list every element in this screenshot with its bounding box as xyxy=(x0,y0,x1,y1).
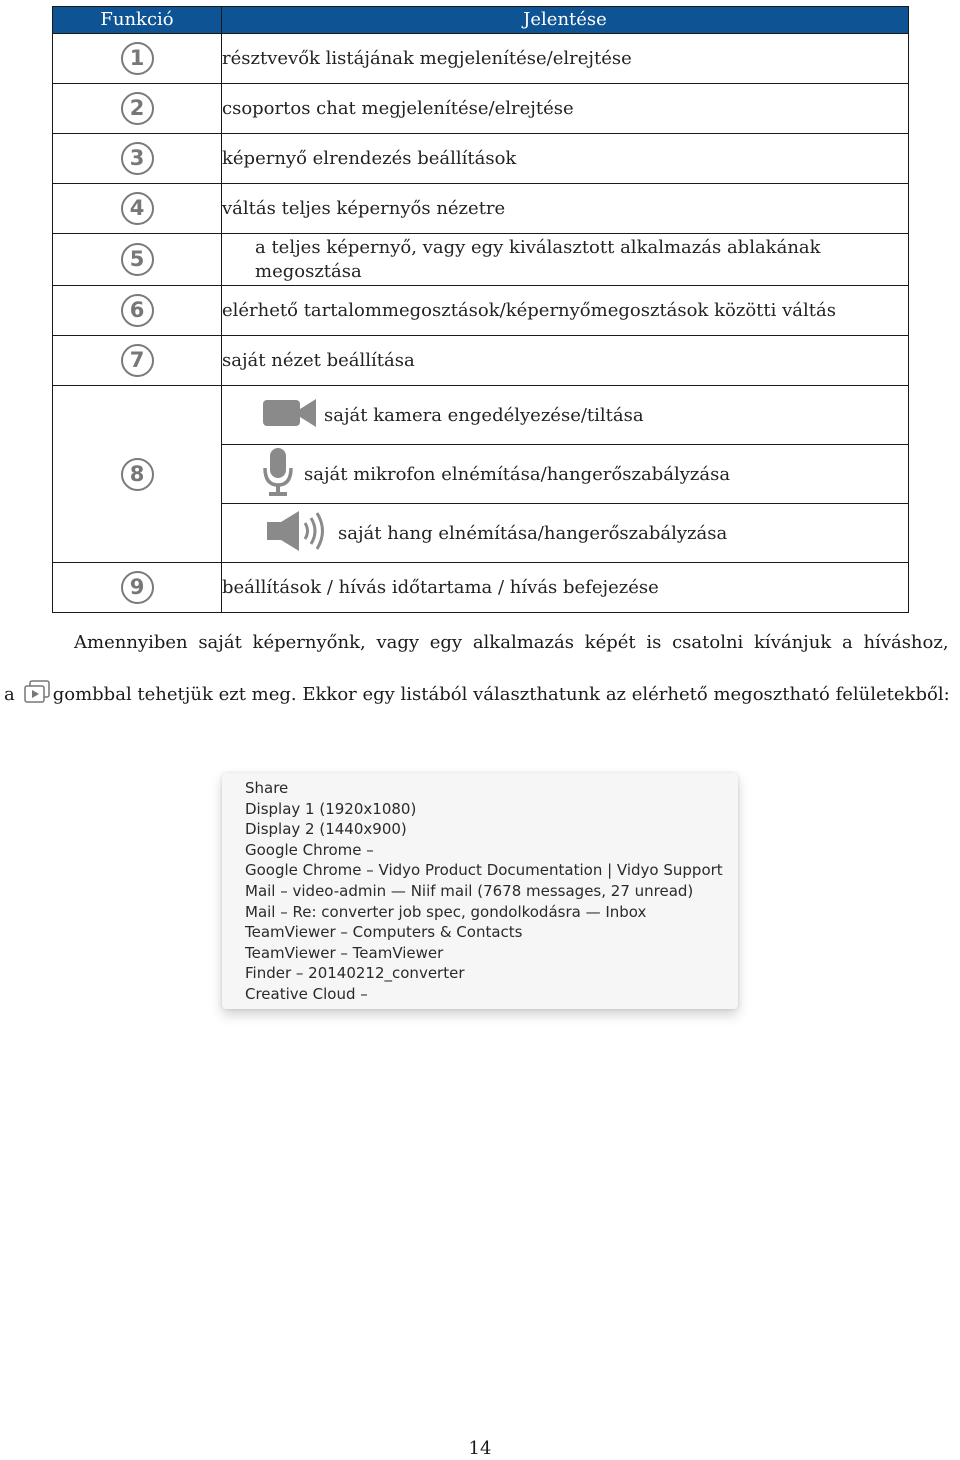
row-description-line2: megosztása xyxy=(255,260,362,282)
share-menu-item[interactable]: Mail – Re: converter job spec, gondolkodásra — Inbox xyxy=(245,902,647,921)
table-row xyxy=(53,286,909,336)
microphone-description: saját mikrofon elnémítása/hangerőszabályzása xyxy=(304,463,731,485)
share-icon xyxy=(23,680,51,711)
header-jelentese: Jelentése xyxy=(222,7,909,34)
table-row xyxy=(53,34,909,84)
function-table xyxy=(52,6,909,613)
row-description: beállítások / hívás időtartama / hívás befejezése xyxy=(222,563,909,613)
share-menu-screenshot xyxy=(222,773,738,1009)
row-description: elérhető tartalommegosztások/képernyőmegosztások közötti váltás xyxy=(222,286,909,336)
share-menu-item[interactable]: Display 1 (1920x1080) xyxy=(245,799,417,818)
row-description: váltás teljes képernyős nézetre xyxy=(222,184,909,234)
table-row xyxy=(53,134,909,184)
circled-number-icon: 5 xyxy=(121,243,154,276)
circled-number-icon: 1 xyxy=(121,42,154,75)
body-paragraph-line1: Amennyiben saját képernyőnk, vagy egy alkalmazás képét is csatolni kívánjuk a híváshoz, xyxy=(74,632,949,653)
circled-number-icon: 7 xyxy=(121,344,154,377)
row-description: résztvevők listájának megjelenítése/elrejtése xyxy=(222,34,909,84)
table-row xyxy=(53,336,909,386)
share-menu-list xyxy=(222,773,738,1005)
share-menu-item[interactable]: TeamViewer – Computers & Contacts xyxy=(245,923,523,942)
circled-number-icon: 4 xyxy=(121,192,154,225)
header-funkcio: Funkció xyxy=(53,7,222,34)
speaker-description: saját hang elnémítása/hangerőszabályzása xyxy=(338,522,728,544)
circled-number-icon: 6 xyxy=(121,294,154,327)
row-description: csoportos chat megjelenítése/elrejtése xyxy=(222,84,909,134)
microphone-icon xyxy=(260,446,296,503)
table-row xyxy=(53,84,909,134)
circled-number-icon: 9 xyxy=(121,571,154,604)
table-row xyxy=(53,563,909,613)
table-header xyxy=(53,7,909,34)
share-menu-item[interactable]: Finder – 20140212_converter xyxy=(245,964,465,983)
page-number: 14 xyxy=(468,1438,492,1459)
share-menu-item[interactable]: Display 2 (1440x900) xyxy=(245,820,407,839)
table-row xyxy=(53,386,909,445)
row-description: képernyő elrendezés beállítások xyxy=(222,134,909,184)
share-menu-item[interactable]: Google Chrome – xyxy=(245,840,374,859)
share-menu-item[interactable]: Mail – video-admin — Niif mail (7678 messages, 27 unread) xyxy=(245,881,694,900)
circled-number-icon: 8 xyxy=(121,458,154,491)
body-line2-prefix: a xyxy=(4,684,15,705)
circled-number-icon: 2 xyxy=(121,92,154,125)
share-menu-item[interactable]: Google Chrome – Vidyo Product Documentation | Vidyo Support xyxy=(245,861,723,880)
row-description-line1: a teljes képernyő, vagy egy kiválasztott alkalmazás ablakának xyxy=(255,236,821,258)
share-menu-title: Share xyxy=(245,779,289,797)
share-menu-item[interactable]: TeamViewer – TeamViewer xyxy=(245,943,444,962)
table-row xyxy=(53,184,909,234)
circled-number-icon: 3 xyxy=(121,142,154,175)
camera-description: saját kamera engedélyezése/tiltása xyxy=(324,404,644,426)
speaker-icon xyxy=(266,509,330,558)
row-description: saját nézet beállítása xyxy=(222,336,909,386)
body-line2-text: gombbal tehetjük ezt meg. Ekkor egy listából választhatunk az elérhető megosztható felületekből: xyxy=(52,684,950,705)
share-menu-item[interactable]: Creative Cloud – xyxy=(245,984,368,1003)
camera-icon xyxy=(262,396,318,435)
table-row xyxy=(53,234,909,286)
body-paragraph-line2 xyxy=(4,680,950,711)
row-description xyxy=(222,234,909,286)
